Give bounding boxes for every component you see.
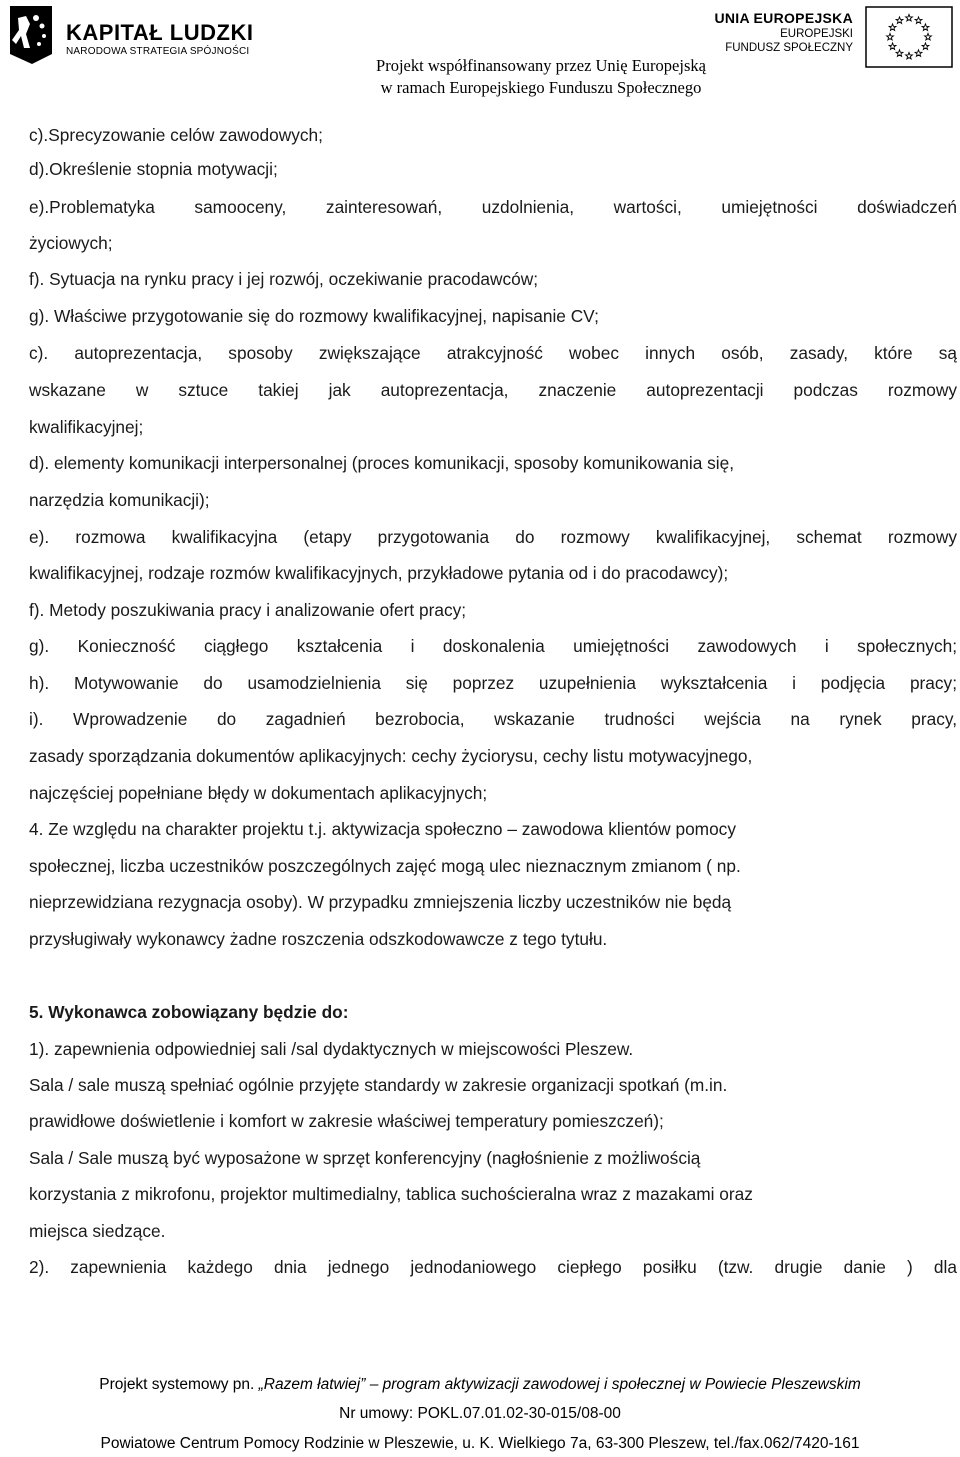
- text-line: wskazane w sztuce takiej jak autoprezentacja, znaczenie autoprezentacji podczas rozmowy: [29, 380, 957, 400]
- cofinancing-line1: Projekt współfinansowany przez Unię Europejską: [376, 56, 706, 75]
- text-line: najczęściej popełniane błędy w dokumentach aplikacyjnych;: [29, 783, 488, 803]
- eu-logo-line1: UNIA EUROPEJSKA: [714, 10, 853, 26]
- text-line: d).Określenie stopnia motywacji;: [29, 159, 278, 179]
- kapital-ludzki-title: KAPITAŁ LUDZKI: [66, 20, 254, 45]
- text-line: e).Problematyka samooceny, zainteresowań, uzdolnienia, wartości, umiejętności doświadczeń: [29, 197, 957, 217]
- text-line: e). rozmowa kwalifikacyjna (etapy przygotowania do rozmowy kwalifikacyjnej, schemat rozmowy: [29, 527, 957, 547]
- text-line: Sala / Sale muszą być wyposażone w sprzęt konferencyjny (nagłośnienie z możliwością: [29, 1148, 701, 1168]
- text-line: społecznej, liczba uczestników poszczególnych zajęć mogą ulec nieznacznym zmianom ( np.: [29, 856, 741, 876]
- text-line: c). autoprezentacja, sposoby zwiększające atrakcyjność wobec innych osób, zasady, które są: [29, 343, 957, 363]
- text-line: kwalifikacyjnej;: [29, 417, 144, 437]
- text-line: korzystania z mikrofonu, projektor multimedialny, tablica suchościeralna wraz z mazakami oraz: [29, 1184, 753, 1204]
- text-line: miejsca siedzące.: [29, 1221, 166, 1241]
- text-line: przysługiwały wykonawcy żadne roszczenia odszkodowawcze z tego tytułu.: [29, 929, 608, 949]
- footer-project-prefix: Projekt systemowy pn.: [99, 1376, 259, 1393]
- eu-logo-line2: EUROPEJSKI: [780, 28, 853, 40]
- eu-logo-text: [714, 10, 853, 55]
- text-line: prawidłowe doświetlenie i komfort w zakresie właściwej temperatury pomieszczeń);: [29, 1111, 664, 1131]
- section-heading: 5. Wykonawca zobowiązany będzie do:: [29, 1002, 349, 1022]
- cofinancing-line2: w ramach Europejskiego Funduszu Społecznego: [380, 78, 702, 97]
- page-header: [0, 0, 960, 100]
- text-line: zasady sporządzania dokumentów aplikacyjnych: cechy życiorysu, cechy listu motywacyjnego,: [29, 746, 753, 766]
- text-line: nieprzewidziana rezygnacja osoby). W przypadku zmniejszenia liczby uczestników nie będą: [29, 892, 732, 912]
- text-line: h). Motywowanie do usamodzielnienia się poprzez uzupełnienia wykształcenia i podjęcia pracy;: [29, 673, 957, 693]
- text-line: c).Sprecyzowanie celów zawodowych;: [29, 125, 323, 145]
- text-line: g). Konieczność ciągłego kształcenia i doskonalenia umiejętności zawodowych i społecznych;: [29, 636, 957, 656]
- text-line: kwalifikacyjnej, rodzaje rozmów kwalifikacyjnych, przykładowe pytania od i do pracodawcy);: [29, 563, 729, 583]
- footer-project-line: [0, 1376, 960, 1394]
- text-line: narzędzia komunikacji);: [29, 490, 210, 510]
- kapital-ludzki-emblem-icon: [6, 4, 58, 66]
- text-line: 4. Ze względu na charakter projektu t.j. aktywizacja społeczno – zawodowa klientów pomocy: [29, 819, 736, 839]
- text-line: d). elementy komunikacji interpersonalnej (proces komunikacji, sposoby komunikowania się,: [29, 453, 735, 473]
- footer-address: Powiatowe Centrum Pomocy Rodzinie w Pleszewie, u. K. Wielkiego 7a, 63-300 Pleszew, tel./fax.062/7420-161: [100, 1435, 860, 1452]
- text-line: 1). zapewnienia odpowiedniej sali /sal dydaktycznych w miejscowości Pleszew.: [29, 1039, 634, 1059]
- text-line: życiowych;: [29, 233, 113, 253]
- text-line: g). Właściwe przygotowanie się do rozmowy kwalifikacyjnej, napisanie CV;: [29, 306, 599, 326]
- kapital-ludzki-subtitle: NARODOWA STRATEGIA SPÓJNOŚCI: [66, 46, 250, 57]
- footer-contract-number: Nr umowy: POKL.07.01.02-30-015/08-00: [339, 1405, 621, 1422]
- text-line: 2). zapewnienia każdego dnia jednego jednodaniowego ciepłego posiłku (tzw. drugie danie ) dla: [29, 1257, 957, 1277]
- text-line: Sala / sale muszą spełniać ogólnie przyjęte standardy w zakresie organizacji spotkań (m.in.: [29, 1075, 728, 1095]
- text-line: f). Metody poszukiwania pracy i analizowanie ofert pracy;: [29, 600, 467, 620]
- text-line: i). Wprowadzenie do zagadnień bezrobocia, wskazanie trudności wejścia na rynek pracy,: [29, 709, 957, 729]
- text-line: f). Sytuacja na rynku pracy i jej rozwój, oczekiwanie pracodawców;: [29, 269, 539, 289]
- eu-logo-line3: FUNDUSZ SPOŁECZNY: [725, 42, 853, 54]
- footer-project-title: „Razem łatwiej” – program aktywizacji zawodowej i społecznej w Powiecie Pleszewskim: [258, 1376, 861, 1393]
